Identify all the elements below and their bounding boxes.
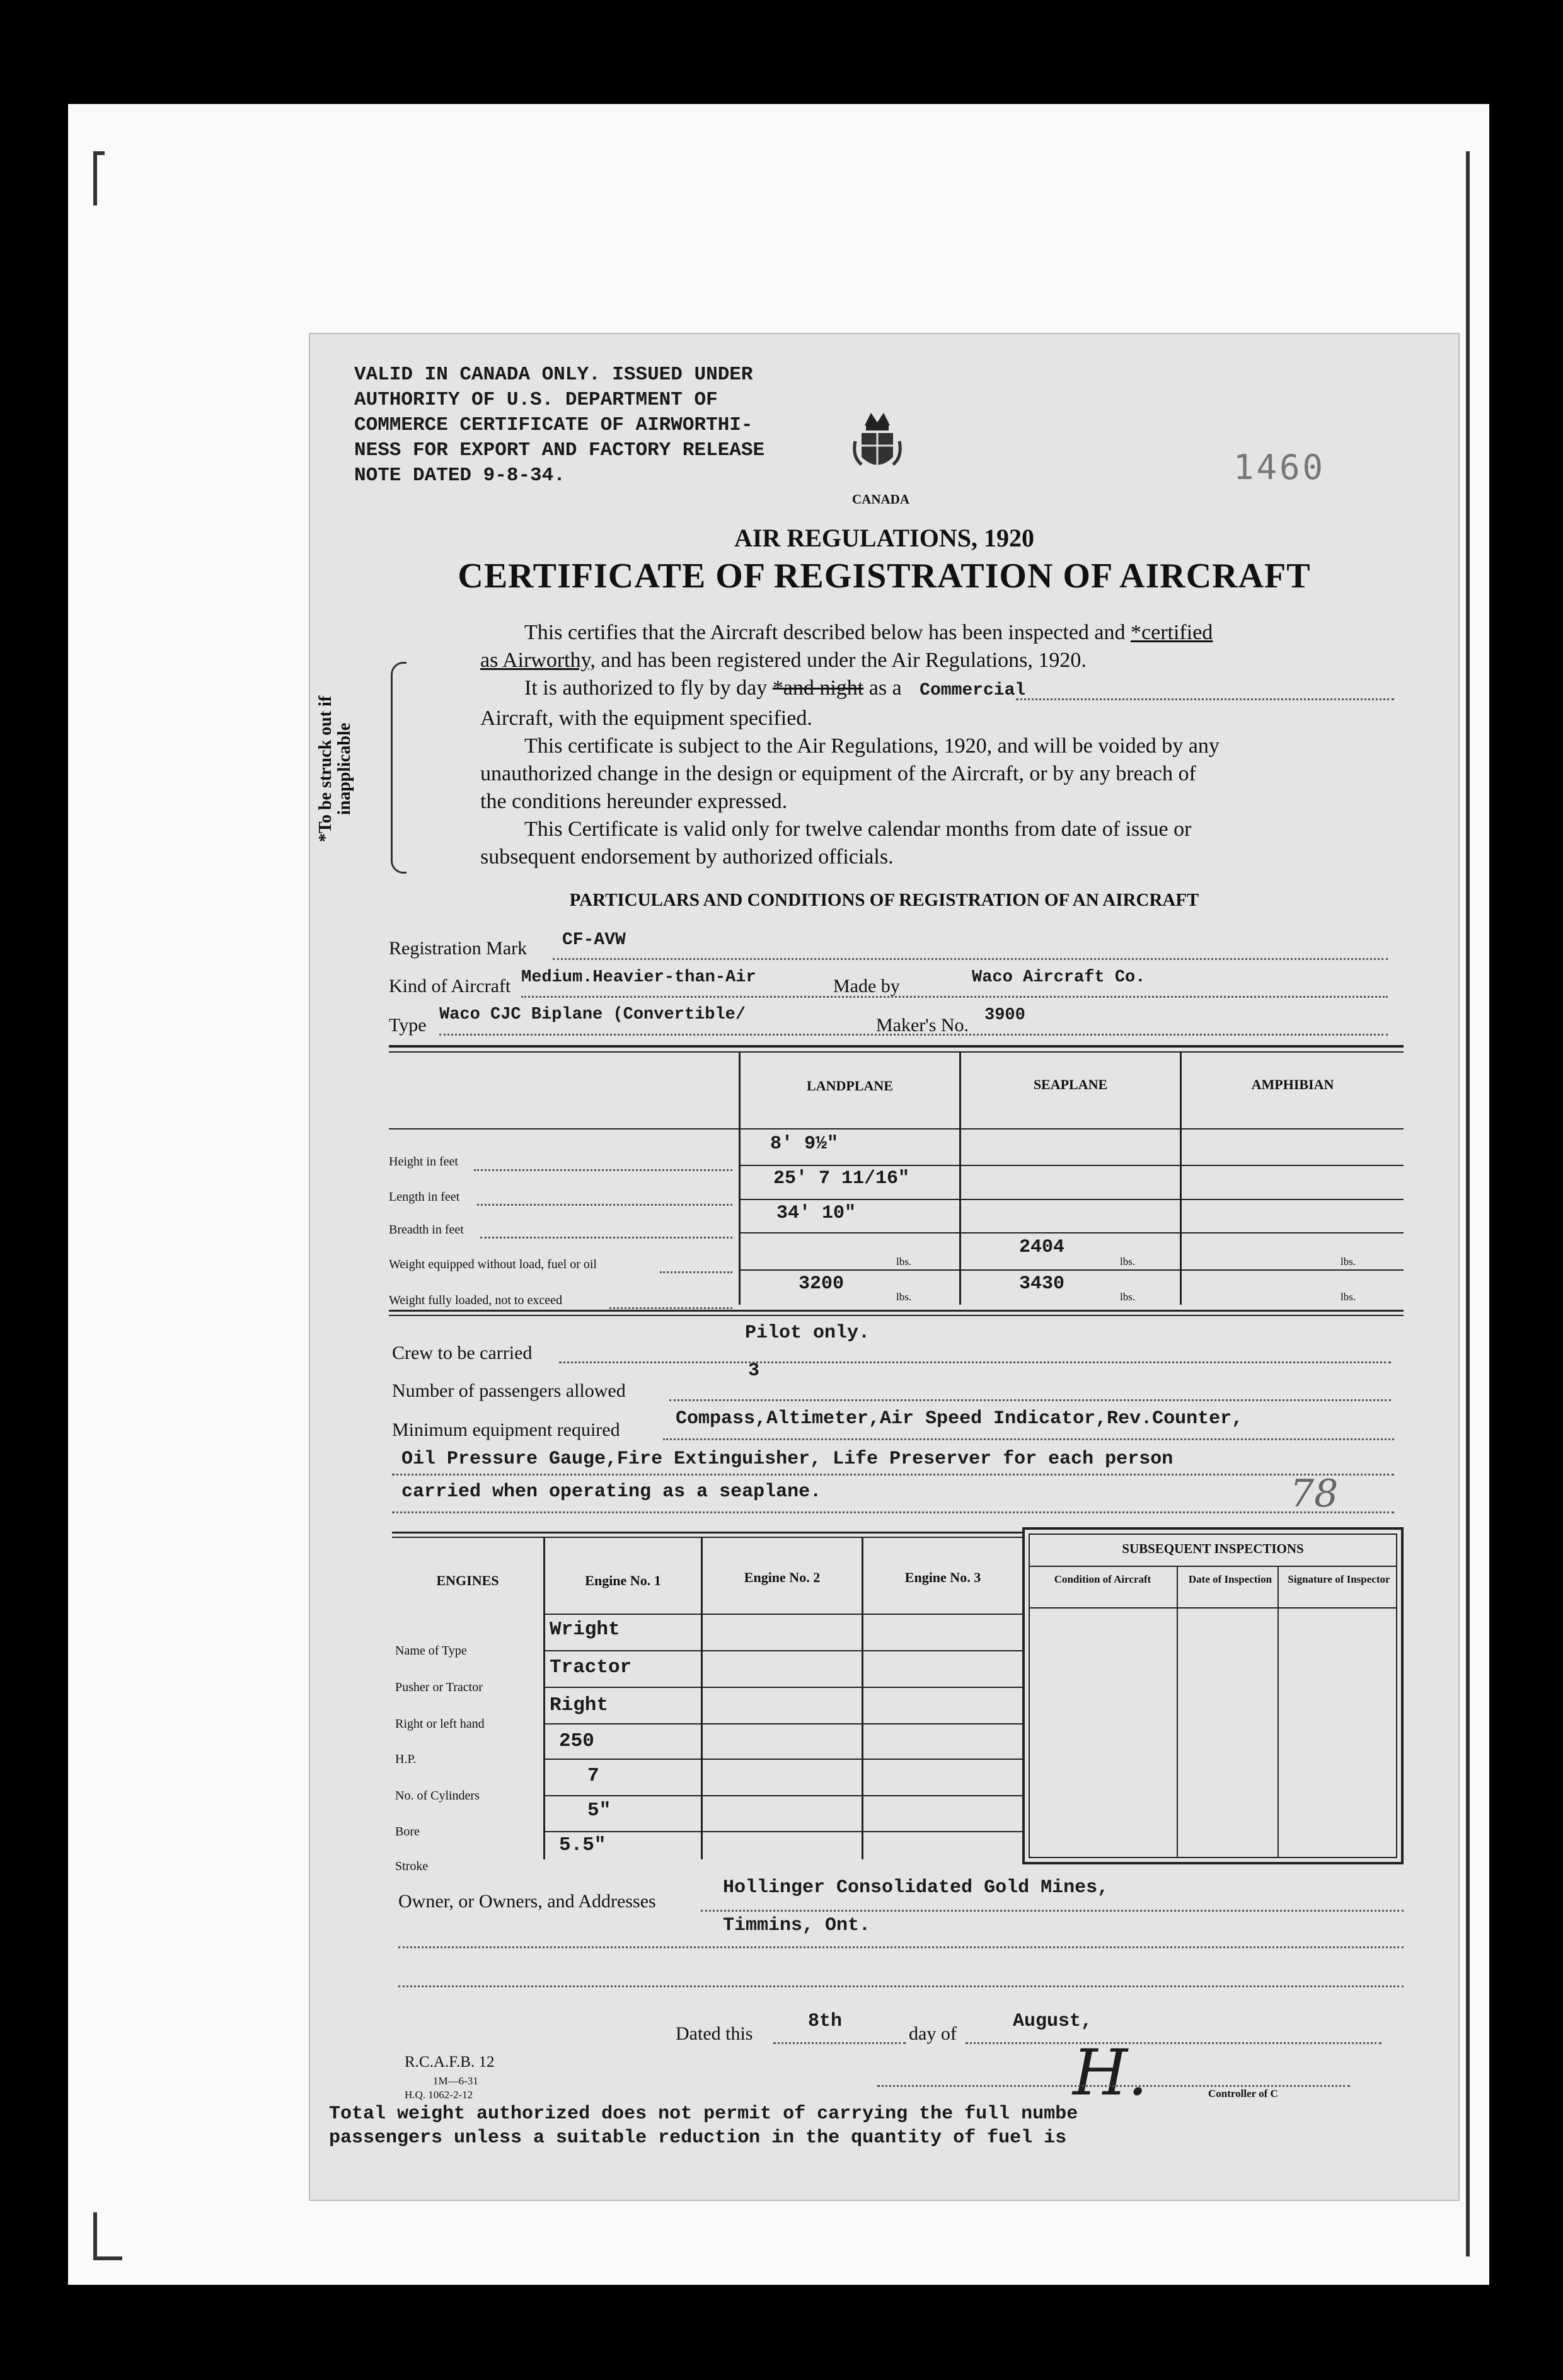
fill-line (480, 1237, 732, 1239)
form-print-run: 1M—6-31 (433, 2075, 478, 2087)
seaplane-empty-weight: 2404 (1019, 1237, 1065, 1258)
table-rule (1029, 1607, 1397, 1609)
fill-line (392, 1511, 1394, 1513)
kind-of-aircraft-label: Kind of Aircraft (389, 976, 511, 996)
table-rule (389, 1051, 1404, 1053)
owner-line-2: Timmins, Ont. (723, 1915, 871, 1936)
amphibian-header: AMPHIBIAN (1251, 1077, 1334, 1092)
body-text: This certifies that the Aircraft described below has been inspected and (524, 621, 1126, 644)
row-rule (741, 1269, 1404, 1271)
made-by-value: Waco Aircraft Co. (972, 968, 1146, 987)
row-rule (545, 1795, 1022, 1796)
strike-out-note: *To be struck out if inapplicable (316, 695, 354, 843)
emblem-caption: CANADA (852, 492, 909, 507)
inspections-title: SUBSEQUENT INSPECTIONS (1122, 1541, 1304, 1556)
unit-lbs: lbs. (896, 1291, 912, 1303)
crop-mark-bottom-left (93, 2212, 122, 2260)
landplane-header: LANDPLANE (807, 1078, 893, 1094)
body-text: This Certificate is valid only for twelve calendar months from date of issue or (524, 817, 1192, 841)
passengers-value: 3 (748, 1360, 760, 1382)
row-rule (545, 1650, 1022, 1651)
registration-mark-value: CF-AVW (562, 930, 626, 950)
table-rule (1029, 1566, 1397, 1567)
fill-line (663, 1438, 1394, 1440)
engine-1-cylinders: 7 (587, 1765, 599, 1787)
row-rule (741, 1165, 1404, 1166)
weight-note (329, 2102, 1078, 2150)
dimension-label: Weight fully loaded, not to exceed (389, 1293, 562, 1307)
engines-header: ENGINES (436, 1573, 499, 1588)
equipment-line-1: Compass,Altimeter,Air Speed Indicator,Rev.Counter, (676, 1408, 1243, 1430)
month-value: August, (1013, 2011, 1093, 2032)
crew-label: Crew to be carried (392, 1343, 533, 1363)
signature-header: Signature of Inspector (1288, 1573, 1390, 1585)
table-divider (1278, 1567, 1279, 1858)
row-rule (741, 1232, 1404, 1233)
fill-line (559, 1361, 1391, 1363)
seaplane-header: SEAPLANE (1033, 1077, 1108, 1092)
fill-line (660, 1271, 732, 1273)
engine-field-label: Bore (395, 1825, 420, 1839)
type-label: Type (389, 1015, 427, 1036)
fill-line (553, 958, 1388, 960)
body-text: This certificate is subject to the Air Regulations, 1920, and will be voided by any (524, 734, 1220, 758)
certificate-body (480, 619, 1426, 871)
fill-line (1016, 698, 1394, 700)
makers-no-value: 3900 (984, 1006, 1025, 1025)
landplane-loaded-weight: 3200 (799, 1273, 845, 1295)
landplane-breadth: 34' 10" (776, 1203, 856, 1224)
landplane-height: 8' 9½" (770, 1133, 839, 1155)
validity-stamp (354, 362, 764, 488)
seaplane-loaded-weight: 3430 (1019, 1273, 1065, 1295)
dimension-label: Height in feet (389, 1155, 458, 1169)
margin-pencil-mark: 78 (1290, 1472, 1339, 1516)
unit-lbs: lbs. (1120, 1256, 1136, 1268)
table-divider (1177, 1567, 1178, 1858)
made-by-label: Made by (833, 976, 900, 996)
fill-line (477, 1204, 732, 1206)
crew-value: Pilot only. (745, 1322, 870, 1344)
fill-line (521, 996, 1388, 998)
owner-label: Owner, or Owners, and Addresses (398, 1891, 656, 1912)
stamp-line: COMMERCE CERTIFICATE OF AIRWORTHI- (354, 414, 753, 436)
certificate-title: CERTIFICATE OF REGISTRATION OF AIRCRAFT (458, 557, 1311, 596)
side-brace (391, 662, 407, 874)
body-text: Aircraft, with the equipment specified. (480, 707, 812, 730)
condition-header: Condition of Aircraft (1054, 1573, 1151, 1585)
form-code: R.C.A.F.B. 12 (405, 2054, 495, 2071)
type-value: Waco CJC Biplane (Convertible/ (439, 1005, 746, 1024)
makers-no-label: Maker's No. (876, 1015, 969, 1036)
fill-line (669, 1399, 1391, 1401)
engine-field-label: H.P. (395, 1752, 417, 1766)
engine-1-bore: 5" (587, 1799, 611, 1822)
form-hq-number: H.Q. 1062-2-12 (405, 2089, 473, 2101)
dimension-label: Length in feet (389, 1190, 460, 1204)
landplane-length: 25' 7 11/16" (773, 1168, 910, 1189)
engine-1-name: Wright (550, 1619, 620, 1641)
passengers-label: Number of passengers allowed (392, 1380, 626, 1401)
controller-label: Controller of C (1208, 2088, 1278, 2100)
body-text: and has been registered under the Air Regulations, 1920. (601, 649, 1087, 672)
body-text: subsequent endorsement by authorized officials. (480, 845, 894, 869)
engine-1-header: Engine No. 1 (585, 1573, 661, 1588)
table-rule (392, 1532, 1022, 1534)
engine-field-label: Stroke (395, 1859, 429, 1873)
fill-line (701, 1910, 1404, 1912)
row-rule (545, 1687, 1022, 1688)
row-rule (545, 1759, 1022, 1760)
body-text: It is authorized to fly by day (524, 676, 768, 700)
crop-mark-top-left (93, 151, 105, 205)
file-number: 1460 (1233, 448, 1326, 487)
engine-field-label: No. of Cylinders (395, 1789, 480, 1803)
body-text: the conditions hereunder expressed. (480, 790, 788, 813)
body-text: as a (868, 676, 902, 700)
registration-mark-label: Registration Mark (389, 938, 528, 959)
engine-1-rotation: Right (550, 1694, 609, 1716)
engine-3-header: Engine No. 3 (904, 1569, 981, 1585)
dated-this-label: Dated this (676, 2023, 753, 2044)
fill-line (398, 1946, 1404, 1948)
engine-2-header: Engine No. 2 (744, 1569, 821, 1585)
day-value: 8th (808, 2011, 843, 2032)
unit-lbs: lbs. (1120, 1291, 1136, 1303)
equipment-label: Minimum equipment required (392, 1419, 620, 1440)
fill-line (439, 1034, 1388, 1036)
signature-line (877, 2085, 1350, 2087)
stamp-line: AUTHORITY OF U.S. DEPARTMENT OF (354, 389, 718, 411)
regulations-title: AIR REGULATIONS, 1920 (734, 524, 1034, 552)
row-rule (741, 1199, 1404, 1200)
stamp-line: NESS FOR EXPORT AND FACTORY RELEASE (354, 439, 765, 461)
table-rule (389, 1310, 1404, 1312)
certificate-document (309, 333, 1460, 2201)
unit-lbs: lbs. (1341, 1256, 1356, 1268)
engine-1-mount: Tractor (550, 1656, 632, 1678)
row-rule (545, 1723, 1022, 1724)
stamp-line: NOTE DATED 9-8-34. (354, 465, 565, 487)
table-divider (701, 1538, 703, 1859)
airworthy-clause: as Airworthy, (480, 649, 596, 672)
fill-line (474, 1169, 732, 1171)
owner-line-1: Hollinger Consolidated Gold Mines, (723, 1877, 1109, 1898)
fill-line (773, 2042, 906, 2044)
particulars-heading: PARTICULARS AND CONDITIONS OF REGISTRATION OF AN AIRCRAFT (569, 890, 1199, 910)
stamp-line: VALID IN CANADA ONLY. ISSUED UNDER (354, 364, 753, 386)
engine-field-label: Pusher or Tractor (395, 1680, 483, 1694)
table-rule (389, 1315, 1404, 1316)
dimension-label: Weight equipped without load, fuel or oil (389, 1257, 597, 1271)
table-rule (392, 1537, 1022, 1538)
table-rule (545, 1614, 1022, 1615)
fill-line (392, 1474, 1394, 1476)
engine-field-label: Name of Type (395, 1644, 467, 1658)
day-of-label: day of (909, 2023, 957, 2044)
unit-lbs: lbs. (896, 1256, 912, 1268)
engine-1-hp: 250 (559, 1730, 594, 1752)
weight-note-line: passengers unless a suitable reduction in the quantity of fuel is (329, 2127, 1067, 2149)
equipment-line-3: carried when operating as a seaplane. (401, 1481, 822, 1503)
flight-class-value: Commercial (920, 681, 1026, 700)
engine-field-label: Right or left hand (395, 1717, 485, 1731)
weight-note-line: Total weight authorized does not permit of carrying the full numbe (329, 2103, 1078, 2125)
engine-1-stroke: 5.5" (559, 1834, 606, 1856)
date-header: Date of Inspection (1188, 1573, 1272, 1585)
crop-mark-right (1461, 151, 1470, 2256)
crown-shield-emblem-icon (852, 407, 903, 495)
controller-signature: H. (1073, 2036, 1148, 2110)
row-rule (545, 1831, 1022, 1832)
certified-clause: *certified (1131, 621, 1213, 644)
dimension-label: Breadth in feet (389, 1223, 464, 1237)
equipment-line-2: Oil Pressure Gauge,Fire Extinguisher, Life Preserver for each person (401, 1448, 1174, 1470)
body-text: unauthorized change in the design or equipment of the Aircraft, or by any breach of (480, 762, 1196, 785)
unit-lbs: lbs. (1341, 1291, 1356, 1303)
night-clause-struck: *and night (772, 676, 864, 700)
fill-line (609, 1307, 732, 1309)
table-rule (389, 1045, 1404, 1048)
table-divider (862, 1538, 863, 1859)
fill-line (966, 2042, 1381, 2044)
fill-line (398, 1985, 1404, 1987)
table-rule (389, 1128, 1404, 1129)
kind-of-aircraft-value: Medium.Heavier-than-Air (521, 968, 756, 987)
